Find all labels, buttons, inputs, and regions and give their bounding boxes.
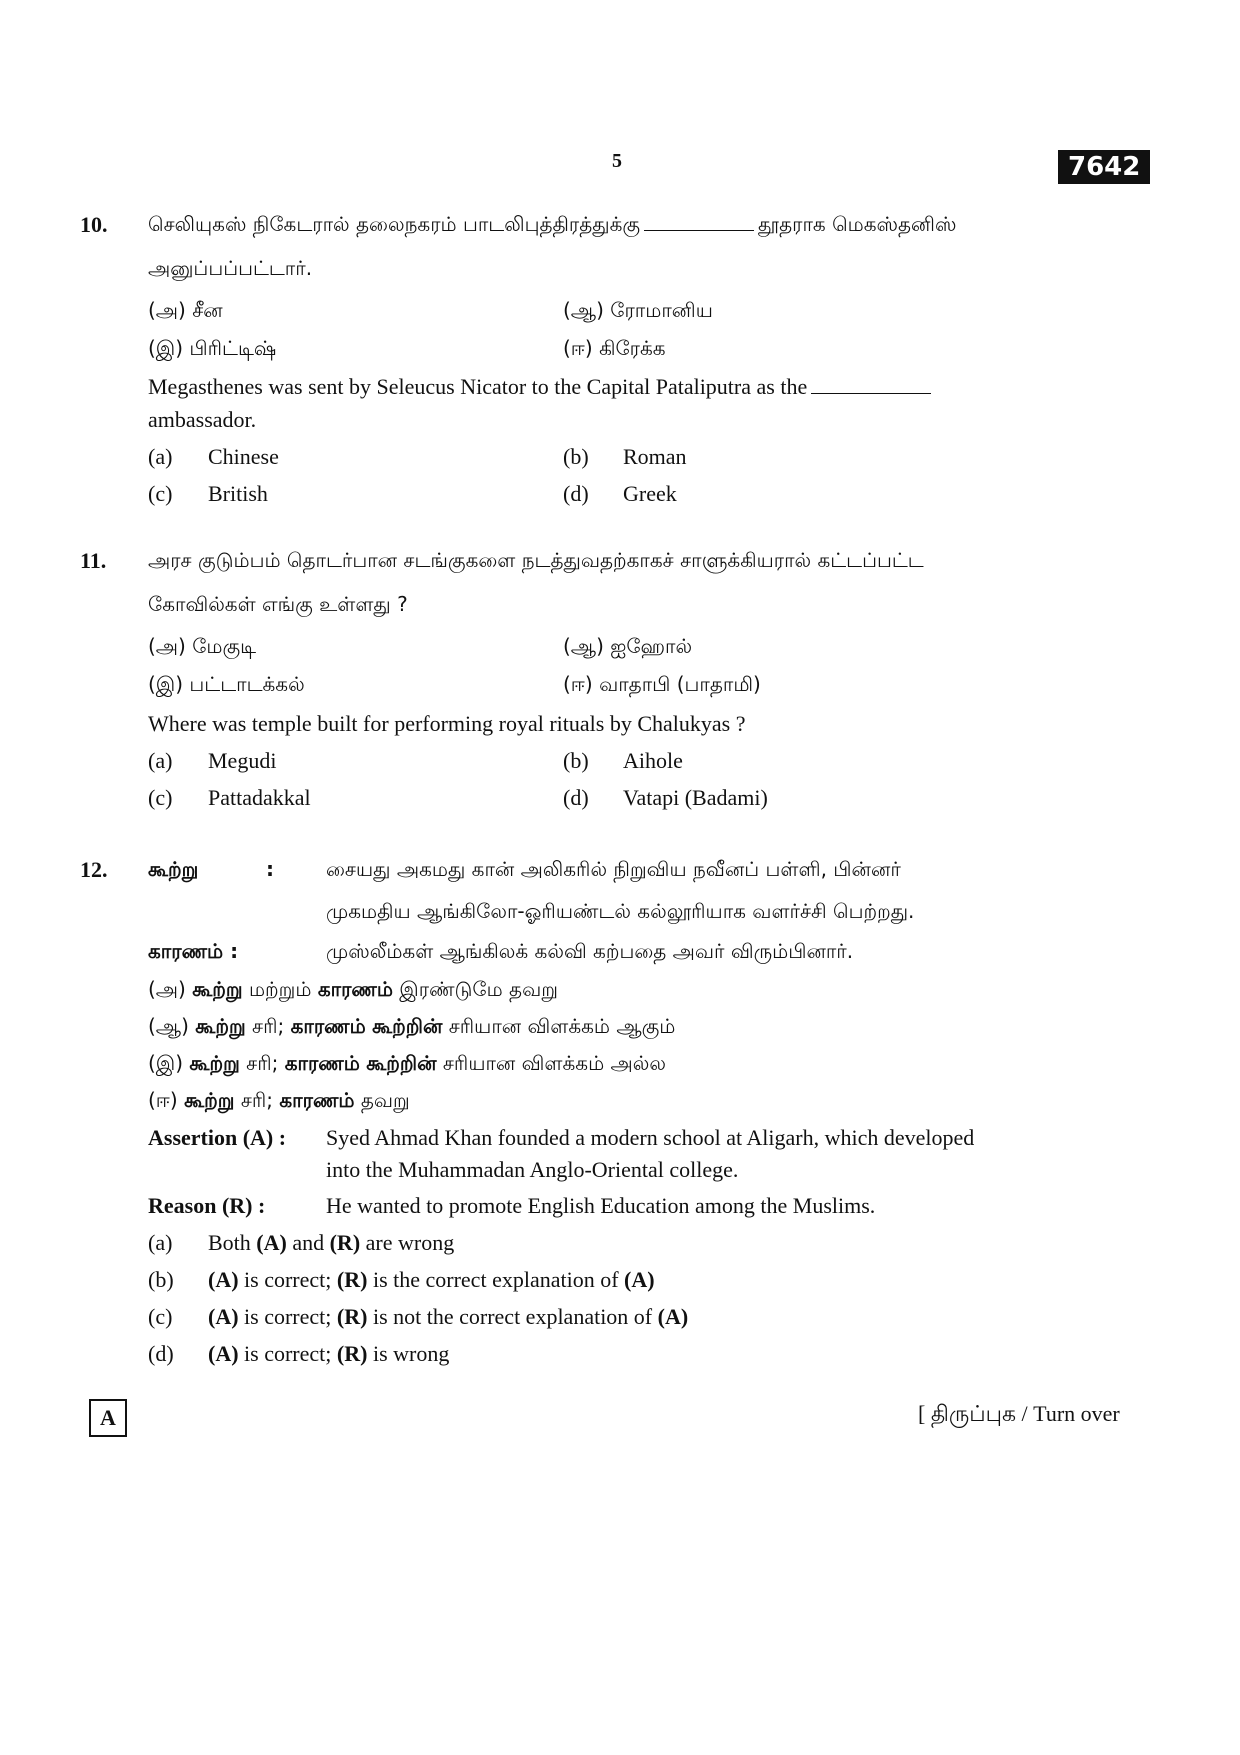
assertion-text: Syed Ahmad Khan founded a modern school at Aligarh, which developed (326, 1125, 975, 1150)
option-label: (ஆ) (148, 1014, 189, 1038)
option-tamil (148, 1014, 675, 1041)
option-label: (c) (148, 481, 173, 506)
keyword: காரணம் (317, 977, 393, 1001)
reason-text: He wanted to promote English Education among the Muslims. (326, 1193, 876, 1218)
option-text: (A) is correct; (R) is the correct explanation of (A) (208, 1267, 655, 1292)
option-label: (அ) (148, 634, 186, 658)
option-text: Pattadakkal (208, 785, 311, 810)
colon: : (266, 857, 274, 881)
option-text: மேகுடி (192, 634, 257, 658)
reason-label: Reason (R) : (148, 1193, 266, 1218)
option-label: (ஈ) (563, 336, 593, 360)
option-label: (b) (563, 748, 589, 773)
option-tamil (563, 336, 666, 363)
option-tamil (148, 1088, 410, 1115)
reason-text-tamil: முஸ்லீம்கள் ஆங்கிலக் கல்வி கற்பதை அவர் விரும்பினார். (326, 939, 854, 963)
option-label: (a) (148, 444, 173, 469)
option-label: (a) (148, 1230, 173, 1255)
option-text: Megudi (208, 748, 277, 773)
option-label: (ஆ) (563, 634, 604, 658)
option-text: பிரிட்டிஷ் (189, 336, 277, 360)
assertion-text-tamil: சையது அகமது கான் அலிகரில் நிறுவிய நவீனப் பள்ளி, பின்னர் (326, 857, 901, 881)
option-label: (ஆ) (563, 298, 604, 322)
question-number: 10. (80, 212, 108, 237)
option-text: சரி; (245, 1014, 291, 1038)
option-label: (அ) (148, 298, 186, 322)
option-label: (ஈ) (563, 672, 593, 696)
option-text: சரி; (234, 1088, 280, 1112)
assertion-label: Assertion (A) : (148, 1125, 287, 1150)
option-text: வாதாபி (பாதாமி) (599, 672, 761, 696)
question-text-tamil-cont: கோவில்கள் எங்கு உள்ளது ? (148, 592, 408, 616)
question-number: 12. (80, 857, 108, 882)
question-text-tamil-cont: அனுப்பப்பட்டார். (148, 256, 313, 280)
assertion-label-tamil: கூற்று (148, 857, 199, 881)
option-label: (ஈ) (148, 1088, 178, 1112)
option-label: (d) (563, 481, 589, 506)
reason-label-tamil: காரணம் : (148, 939, 239, 963)
option-text: ரோமானிய (610, 298, 713, 322)
option-tamil (563, 672, 761, 699)
option-label: (அ) (148, 977, 186, 1001)
option-label: (இ) (148, 336, 184, 360)
option-label: (d) (148, 1341, 174, 1366)
option-tamil (563, 298, 713, 325)
option-label: (b) (563, 444, 589, 469)
option-label: (இ) (148, 672, 184, 696)
option-label: (c) (148, 785, 173, 810)
keyword: காரணம் (290, 1014, 366, 1038)
option-text: ஐஹோல் (610, 634, 693, 658)
option-text: Greek (623, 481, 677, 506)
answer-blank (811, 392, 931, 394)
answer-blank (644, 229, 754, 231)
question-text-part: Megasthenes was sent by Seleucus Nicator to the Capital Pataliputra as the (148, 374, 808, 399)
keyword: கூற்றின் (372, 1014, 443, 1038)
option-text: தவறு (354, 1088, 410, 1112)
option-text: Vatapi (Badami) (623, 785, 768, 810)
option-text: Chinese (208, 444, 279, 469)
option-text: British (208, 481, 268, 506)
assertion-text-cont: into the Muhammadan Anglo-Oriental college. (326, 1157, 739, 1182)
question-number: 11. (80, 548, 107, 573)
option-text: மற்றும் (242, 977, 318, 1001)
option-text: சரியான விளக்கம் ஆகும் (442, 1014, 676, 1038)
question-text-english-cont: ambassador. (148, 407, 257, 432)
keyword: கூற்று (189, 1051, 240, 1075)
option-tamil (148, 336, 276, 363)
keyword: கூற்றின் (366, 1051, 437, 1075)
option-text: சரி; (239, 1051, 285, 1075)
option-label: (b) (148, 1267, 174, 1292)
question-text-part: தூதராக மெகஸ்தனிஸ் (758, 212, 957, 236)
option-text: Roman (623, 444, 687, 469)
turn-over-label: [ திருப்புக / Turn over (918, 1401, 1120, 1426)
option-tamil (148, 298, 223, 325)
question-text-tamil (148, 212, 956, 239)
question-text-english (148, 374, 935, 400)
option-text: (A) is correct; (R) is wrong (208, 1341, 450, 1366)
option-text: சரியான விளக்கம் அல்ல (436, 1051, 666, 1075)
option-label: (a) (148, 748, 173, 773)
option-label: (இ) (148, 1051, 184, 1075)
option-label: (d) (563, 785, 589, 810)
keyword: காரணம் (279, 1088, 355, 1112)
option-tamil (148, 634, 256, 661)
option-label: (c) (148, 1304, 173, 1329)
option-text: கிரேக்க (599, 336, 666, 360)
assertion-text-tamil-cont: முகமதிய ஆங்கிலோ-ஓரியண்டல் கல்லூரியாக வளர்ச்சி பெற்றது. (326, 899, 915, 923)
keyword: காரணம் (284, 1051, 360, 1075)
option-tamil (148, 977, 558, 1004)
keyword: கூற்று (184, 1088, 235, 1112)
question-text-english: Where was temple built for performing royal rituals by Chalukyas ? (148, 711, 746, 736)
page-number: 5 (612, 150, 622, 172)
keyword: கூற்று (192, 977, 243, 1001)
option-tamil (563, 634, 692, 661)
option-text: பட்டாடக்கல் (189, 672, 305, 696)
question-text-part: செலியுகஸ் நிகேடரால் தலைநகரம் பாடலிபுத்திரத்துக்கு (148, 212, 641, 236)
option-tamil (148, 1051, 666, 1078)
option-text: (A) is correct; (R) is not the correct explanation of (A) (208, 1304, 689, 1329)
series-box: A (89, 1399, 127, 1437)
booklet-code: 7642 (1058, 150, 1150, 184)
question-text-tamil: அரச குடும்பம் தொடர்பான சடங்குகளை நடத்துவதற்காகச் சாளுக்கியரால் கட்டப்பட்ட (148, 548, 924, 572)
option-text: Aihole (623, 748, 683, 773)
option-text: சீன (192, 298, 223, 322)
keyword: கூற்று (195, 1014, 246, 1038)
option-text: இரண்டுமே தவறு (392, 977, 558, 1001)
option-text: Both (A) and (R) are wrong (208, 1230, 455, 1255)
option-tamil (148, 672, 305, 699)
